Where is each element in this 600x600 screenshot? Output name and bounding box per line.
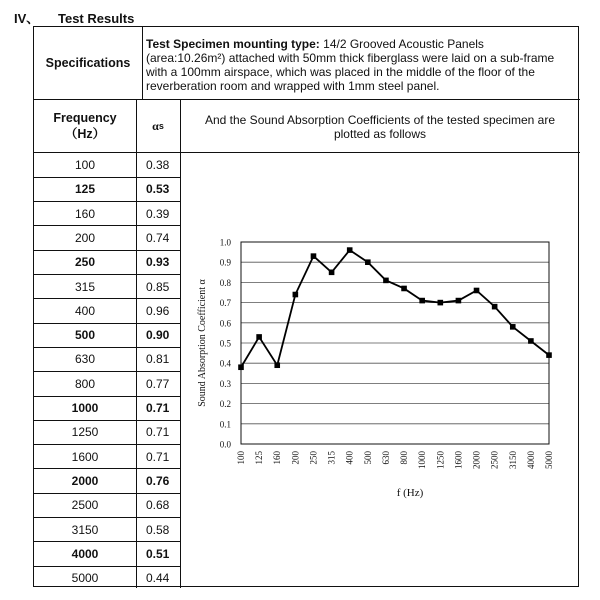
data-point <box>383 278 389 284</box>
frequency-cell: 400 <box>74 303 96 318</box>
y-tick-label: 0.0 <box>219 439 231 450</box>
frequency-cell: 630 <box>74 352 96 367</box>
data-point <box>456 298 462 304</box>
y-tick-label: 0.2 <box>219 399 231 410</box>
data-point <box>274 362 280 368</box>
x-tick-label: 4000 <box>525 451 536 469</box>
data-point <box>528 338 534 344</box>
frequency-cell: 800 <box>74 376 96 391</box>
x-tick-label: 800 <box>399 451 410 465</box>
alpha-cell: 0.90 <box>146 328 170 343</box>
data-point <box>238 364 244 370</box>
frequency-cell: 125 <box>74 182 96 197</box>
data-point <box>492 304 498 310</box>
x-tick-label: 2500 <box>489 451 500 469</box>
data-point <box>293 292 299 298</box>
frequency-cell: 160 <box>74 206 96 221</box>
data-point <box>474 288 480 294</box>
frequency-cell: 1250 <box>71 425 99 440</box>
section-title: Test Results <box>58 11 135 26</box>
data-point <box>365 259 371 265</box>
alpha-cell: 0.38 <box>146 158 170 172</box>
alpha-cell: 0.51 <box>146 546 170 561</box>
x-tick-label: 500 <box>362 451 373 465</box>
alpha-cell: 0.44 <box>146 571 170 586</box>
data-point <box>401 286 407 292</box>
x-tick-label: 630 <box>380 451 391 465</box>
frequency-cell: 250 <box>74 255 96 270</box>
frequency-cell: 1600 <box>71 449 99 464</box>
alpha-cell: 0.74 <box>146 230 170 245</box>
plot-description-line-1: And the Sound Absorption Coefficients of the tested specimen are <box>204 113 555 127</box>
series-line <box>241 250 549 367</box>
mounting-line-2: (area:10.26m²) attached with 50mm thick fiberglass were laid on a sub-frame <box>146 51 555 65</box>
data-point <box>347 247 353 253</box>
specifications-label: Specifications <box>45 56 131 70</box>
frequency-cell: 315 <box>74 279 96 294</box>
alpha-cell: 0.68 <box>146 498 170 513</box>
alpha-cell: 0.93 <box>146 255 170 270</box>
data-point <box>510 324 516 330</box>
frequency-cell: 100 <box>74 158 96 172</box>
frequency-cell: 200 <box>74 230 96 245</box>
y-tick-label: 0.1 <box>219 419 231 430</box>
x-tick-label: 2000 <box>471 451 482 469</box>
alpha-cell: 0.85 <box>146 279 170 294</box>
alpha-cell: 0.77 <box>146 376 170 391</box>
x-tick-label: 5000 <box>544 451 554 469</box>
alpha-cell: 0.39 <box>146 206 170 221</box>
y-tick-label: 0.6 <box>219 318 231 329</box>
y-tick-label: 0.7 <box>219 298 231 309</box>
data-point <box>256 334 262 340</box>
mounting-line-3: with a 100mm airspace, which was placed in the middle of the floor of the <box>146 65 535 79</box>
mounting-line-4: reverberation room and wrapped with 1mm steel panel. <box>146 79 440 93</box>
x-tick-label: 1600 <box>453 451 464 469</box>
alpha-cell: 0.71 <box>146 401 170 415</box>
alpha-cell: 0.71 <box>146 449 170 464</box>
x-tick-label: 125 <box>254 451 265 465</box>
x-tick-label: 1000 <box>417 451 428 469</box>
plot-description-line-2: plotted as follows <box>333 127 427 141</box>
alpha-cell: 0.53 <box>146 182 170 197</box>
x-tick-label: 400 <box>344 451 355 465</box>
frequency-cell: 1000 <box>71 401 99 415</box>
alpha-cell: 0.96 <box>146 303 170 318</box>
section-number: IV、 <box>14 11 40 26</box>
alpha-symbol: α <box>152 118 159 133</box>
x-tick-label: 3150 <box>507 451 518 469</box>
data-point <box>311 253 317 259</box>
data-point <box>329 270 335 276</box>
y-tick-label: 0.4 <box>219 358 231 369</box>
frequency-cell: 2500 <box>71 498 99 513</box>
frequency-cell: 5000 <box>71 571 99 586</box>
x-tick-label: 315 <box>326 451 337 465</box>
alpha-subscript: s <box>158 121 164 131</box>
data-point <box>437 300 443 306</box>
x-tick-label: 250 <box>308 451 319 465</box>
frequency-cell: 2000 <box>71 473 99 488</box>
y-axis-label: Sound Absorption Coefficient α <box>197 279 208 407</box>
x-tick-label: 200 <box>290 451 301 465</box>
x-tick-label: 1250 <box>435 451 446 469</box>
alpha-cell: 0.58 <box>146 522 170 537</box>
frequency-cell: 4000 <box>71 546 99 561</box>
x-tick-label: 160 <box>272 451 283 465</box>
y-tick-label: 0.9 <box>219 257 231 268</box>
y-tick-label: 1.0 <box>219 237 231 248</box>
alpha-cell: 0.76 <box>146 473 170 488</box>
x-tick-label: 100 <box>236 451 246 465</box>
alpha-cell: 0.81 <box>146 352 170 367</box>
y-tick-label: 0.5 <box>219 338 231 349</box>
mounting-label: Test Specimen mounting type: <box>146 37 320 51</box>
frequency-cell: 500 <box>74 328 96 343</box>
data-point <box>419 298 425 304</box>
frequency-header-label: Frequency <box>53 111 117 125</box>
alpha-cell: 0.71 <box>146 425 170 440</box>
x-axis-label: f (Hz) <box>396 487 424 499</box>
frequency-cell: 3150 <box>71 522 99 537</box>
y-tick-label: 0.8 <box>219 277 231 288</box>
mounting-text: 14/2 Grooved Acoustic Panels <box>323 37 484 51</box>
data-point <box>546 352 552 358</box>
frequency-header-unit: （Hz） <box>64 127 106 141</box>
y-tick-label: 0.3 <box>219 378 231 389</box>
